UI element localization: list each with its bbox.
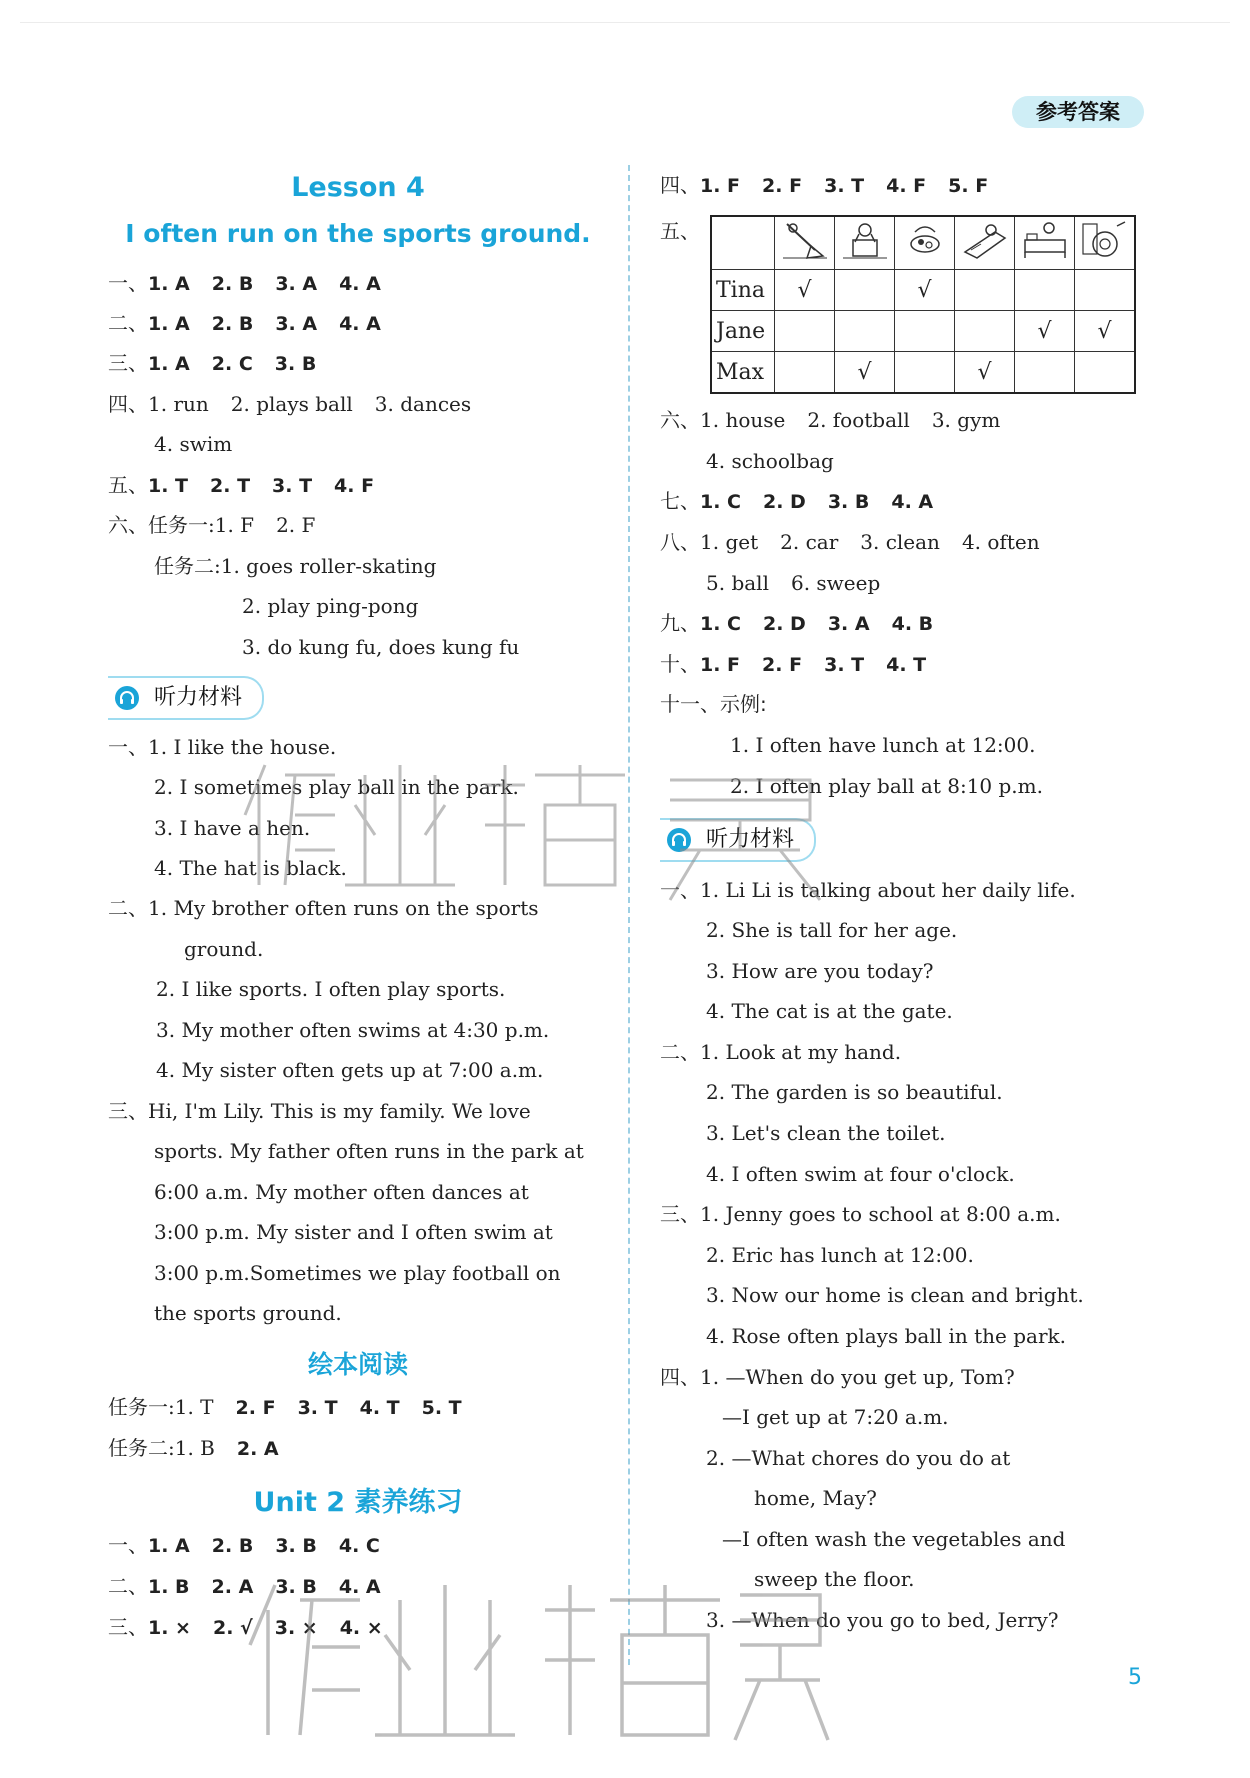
listening-line: 3. Let's clean the toilet. [706, 1121, 946, 1145]
washing-car-picture [1075, 216, 1136, 270]
table-row [711, 270, 1135, 311]
listening-line: 3:00 p.m.Sometimes we play football on [154, 1261, 561, 1285]
listening-line: 4. The cat is at the gate. [706, 999, 953, 1023]
lesson-title: Lesson 4 [291, 172, 425, 203]
listening-line: 四、1. —When do you get up, Tom? [660, 1365, 1015, 1389]
dishes-icon [959, 218, 1011, 262]
check-cell: √ [955, 352, 1015, 394]
listening-line: 3. My mother often swims at 4:30 p.m. [156, 1018, 550, 1042]
unit-answer-row: 一、1. A 2. B 3. B 4. C [108, 1533, 380, 1557]
answer-row: 四、1. F 2. F 3. T 4. F 5. F [660, 173, 989, 197]
student-name-cell: Max [711, 352, 775, 394]
picture-book-heading: 绘本阅读 [307, 1350, 408, 1379]
answer-row: 七、1. C 2. D 3. B 4. A [660, 489, 934, 513]
listening-line: 4. The hat is black. [154, 856, 347, 880]
check-cell [955, 270, 1015, 311]
listening-section-label: 听力材料 [706, 827, 795, 852]
unit-answer-row: 二、1. B 2. A 3. B 4. A [108, 1574, 381, 1598]
answer-row: 一、1. A 2. B 3. A 4. A [108, 271, 381, 295]
check-cell: √ [895, 270, 955, 311]
listening-section-label: 听力材料 [154, 685, 243, 710]
listening-line: 二、1. Look at my hand. [660, 1040, 902, 1064]
listening-line: 4. Rose often plays ball in the park. [706, 1324, 1066, 1348]
listening-line: 三、1. Jenny goes to school at 8:00 a.m. [660, 1202, 1061, 1226]
listening-section-heading [108, 676, 264, 720]
washing-dishes-picture [955, 216, 1015, 270]
check-cell: √ [1075, 311, 1136, 352]
listening-line: 2. I like sports. I often play sports. [156, 977, 506, 1001]
headphones-icon [114, 685, 140, 711]
check-cell [835, 270, 895, 311]
column-divider [628, 165, 630, 1665]
check-cell [895, 311, 955, 352]
check-cell [1075, 352, 1136, 394]
bed-icon [1019, 218, 1071, 262]
listening-line: 三、Hi, I'm Lily. This is my family. We love [108, 1099, 531, 1123]
student-name-cell: Tina [711, 270, 775, 311]
listening-line: 6:00 a.m. My mother often dances at [154, 1180, 529, 1204]
listening-line: sweep the floor. [754, 1567, 915, 1591]
listening-line: 3. Now our home is clean and bright. [706, 1283, 1084, 1307]
lesson-subtitle: I often run on the sports ground. [125, 219, 591, 248]
page-number: 5 [1128, 1665, 1142, 1690]
check-cell: √ [1015, 311, 1075, 352]
table-row [711, 352, 1135, 394]
check-cell [895, 352, 955, 394]
listening-line: 3:00 p.m. My sister and I often swim at [154, 1220, 553, 1244]
unit-answer-row: 三、1. × 2. √ 3. × 4. × [108, 1615, 383, 1639]
broom-icon [779, 218, 831, 262]
table-question-label: 五、 [660, 219, 700, 243]
listening-line: home, May? [754, 1486, 877, 1510]
listening-line: —I get up at 7:20 a.m. [722, 1405, 949, 1429]
listening-line: 3. I have a hen. [154, 816, 311, 840]
car-wash-icon [1079, 218, 1131, 262]
listening-line: 4. I often swim at four o'clock. [706, 1162, 1015, 1186]
answer-row: 十、1. F 2. F 3. T 4. T [660, 652, 927, 676]
washing-clothes-picture [835, 216, 895, 270]
answer-row: 六、任务一:1. F 2. F [108, 513, 316, 537]
check-cell [1015, 352, 1075, 394]
student-name-cell: Jane [711, 311, 775, 352]
listening-line: 2. The garden is so beautiful. [706, 1080, 1003, 1104]
table-row [711, 311, 1135, 352]
picture-header-row [711, 216, 1135, 270]
answer-row: 任务二:1. goes roller-skating [154, 554, 437, 578]
check-cell [775, 352, 835, 394]
making-bed-picture [1015, 216, 1075, 270]
listening-line: 一、1. Li Li is talking about her daily life. [660, 878, 1076, 902]
cooking-picture [895, 216, 955, 270]
listening-line: the sports ground. [154, 1301, 342, 1325]
listening-line: sports. My father often runs in the park at [154, 1139, 584, 1163]
listening-line: —I often wash the vegetables and [722, 1527, 1066, 1551]
check-cell [1075, 270, 1136, 311]
listening-line: 4. My sister often gets up at 7:00 a.m. [156, 1058, 544, 1082]
check-cell [835, 311, 895, 352]
check-cell [1015, 270, 1075, 311]
listening-line: 2. I sometimes play ball in the park. [154, 775, 519, 799]
answer-row: 十一、示例: [660, 692, 767, 716]
page-top-line [20, 22, 1230, 23]
answer-row: 五、1. T 2. T 3. T 4. F [108, 473, 375, 497]
headphones-icon [666, 827, 692, 853]
check-cell [775, 311, 835, 352]
answer-row: 2. play ping-pong [242, 594, 419, 618]
answer-row: 九、1. C 2. D 3. A 4. B [660, 611, 934, 635]
answer-row: 三、1. A 2. C 3. B [108, 351, 317, 375]
answer-row: 4. swim [154, 432, 233, 456]
listening-line: 3. How are you today? [706, 959, 934, 983]
washing-icon [839, 218, 891, 262]
answer-row: 3. do kung fu, does kung fu [242, 635, 520, 659]
listening-line: 一、1. I like the house. [108, 735, 337, 759]
check-cell: √ [835, 352, 895, 394]
listening-line: 3. —When do you go to bed, Jerry? [706, 1608, 1059, 1632]
listening-line: 2. Eric has lunch at 12:00. [706, 1243, 974, 1267]
picture-book-row: 任务一:1. T 2. F 3. T 4. T 5. T [108, 1395, 462, 1419]
blank-header-cell [711, 216, 775, 270]
answer-row: 二、1. A 2. B 3. A 4. A [108, 311, 381, 335]
unit-practice-heading: Unit 2 素养练习 [253, 1487, 463, 1518]
answer-row: 4. schoolbag [706, 449, 834, 473]
answer-row: 八、1. get 2. car 3. clean 4. often [660, 530, 1040, 554]
listening-line: 二、1. My brother often runs on the sports [108, 896, 539, 920]
listening-line: ground. [184, 937, 264, 961]
sweeping-picture [775, 216, 835, 270]
answer-row: 5. ball 6. sweep [706, 571, 881, 595]
answer-row: 1. I often have lunch at 12:00. [730, 733, 1036, 757]
check-cell [955, 311, 1015, 352]
answer-row: 2. I often play ball at 8:10 p.m. [730, 774, 1043, 798]
answer-row: 六、1. house 2. football 3. gym [660, 408, 1001, 432]
answer-key-badge: 参考答案 [1012, 96, 1144, 128]
listening-line: 2. She is tall for her age. [706, 918, 958, 942]
answer-row: 四、1. run 2. plays ball 3. dances [108, 392, 472, 416]
listening-line: 2. —What chores do you do at [706, 1446, 1011, 1470]
check-cell: √ [775, 270, 835, 311]
cooking-icon [899, 218, 951, 262]
picture-book-row: 任务二:1. B 2. A [108, 1436, 279, 1460]
listening-section-heading [660, 818, 816, 862]
chores-table [710, 215, 1136, 394]
